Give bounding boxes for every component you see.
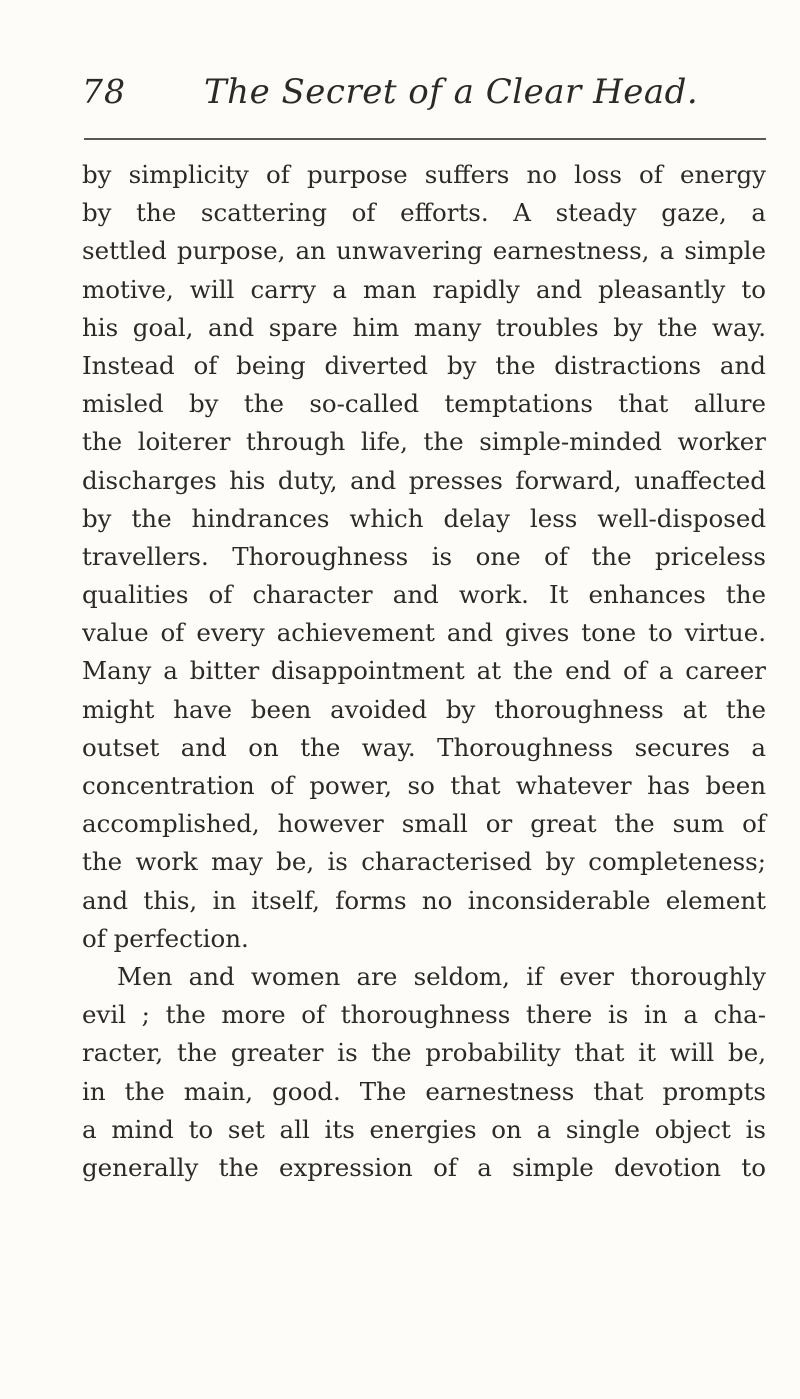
paragraph-start-line: Men and women are seldom, if ever thoroughly [117, 961, 766, 991]
text-line: travellers. Thoroughness is one of the priceless [82, 541, 766, 571]
text-line: by the hindrances which delay less well-disposed [82, 503, 766, 533]
text-line: in the main, good. The earnestness that prompts [82, 1076, 766, 1106]
text-line: Instead of being diverted by the distractions and [82, 350, 766, 380]
text-line: discharges his duty, and presses forward, unaffected [82, 465, 766, 495]
text-line: by the scattering of efforts. A steady gaze, a [82, 198, 766, 228]
body-text [82, 156, 766, 1187]
text-line: qualities of character and work. It enhances the [82, 580, 766, 610]
running-title: The Secret of a Clear Head. [204, 72, 699, 112]
text-line: his goal, and spare him many troubles by the way. [82, 312, 766, 342]
text-line: a mind to set all its energies on a single object is [82, 1114, 766, 1144]
text-line: concentration of power, so that whatever has been [82, 771, 766, 800]
text-line: the work may be, is characterised by completeness; [82, 847, 766, 877]
text-line: by simplicity of purpose suffers no loss of energy [82, 160, 766, 189]
text-line: generally the expression of a simple devotion to [82, 1152, 766, 1182]
text-line: evil ; the more of thoroughness there is in a cha- [82, 1000, 766, 1030]
page-number: 78 [82, 72, 126, 111]
text-line: and this, in itself, forms no inconsiderable element [82, 885, 766, 915]
header-rule [84, 138, 766, 140]
paragraph-end-line: of perfection. [82, 923, 249, 953]
text-line: the loiterer through life, the simple-minded worker [82, 427, 766, 457]
text-line: accomplished, however small or great the sum of [82, 809, 766, 839]
text-line: motive, will carry a man rapidly and pleasantly to [82, 274, 766, 304]
text-line: settled purpose, an unwavering earnestness, a simple [82, 236, 766, 266]
page-header [82, 70, 766, 114]
text-line: might have been avoided by thoroughness at the [82, 694, 766, 724]
text-line: racter, the greater is the probability that it will be, [82, 1038, 766, 1068]
text-line: outset and on the way. Thoroughness secures a [82, 732, 766, 762]
text-line: misled by the so-called temptations that allure [82, 389, 766, 419]
text-line: Many a bitter disappointment at the end of a career [82, 656, 766, 686]
text-line: value of every achievement and gives tone to virtue. [82, 618, 766, 648]
